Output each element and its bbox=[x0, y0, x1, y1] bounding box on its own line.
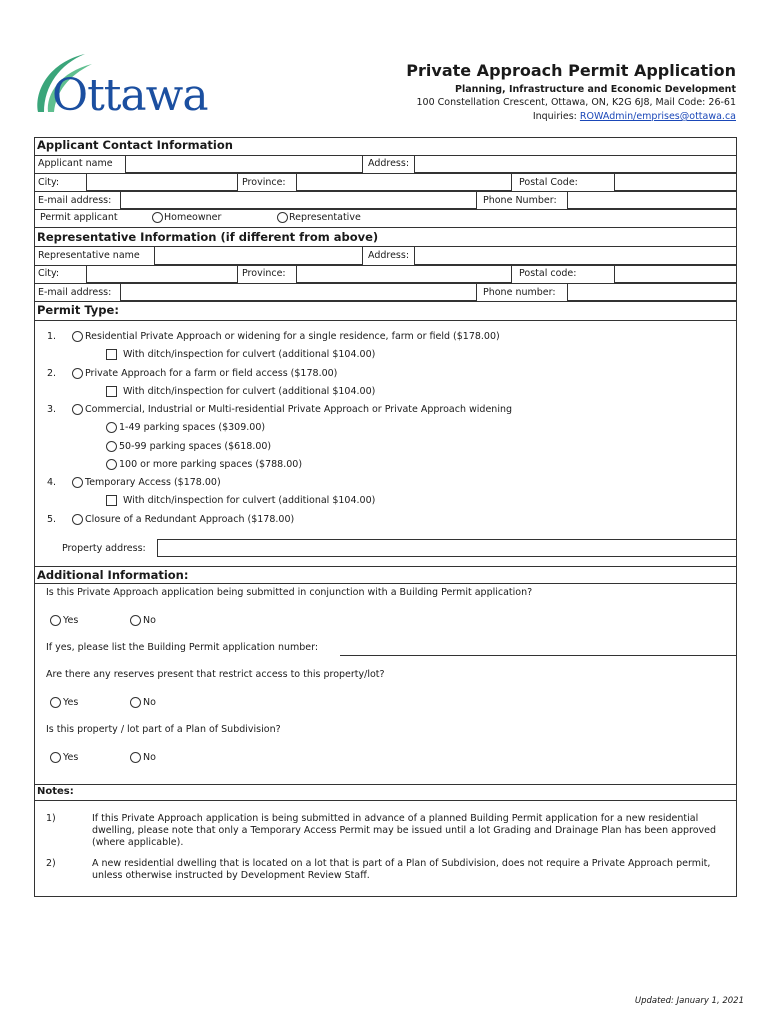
parking-1-49-radio[interactable] bbox=[106, 422, 117, 433]
applicant-province-label: Province: bbox=[242, 177, 286, 188]
notes-heading: Notes: bbox=[37, 786, 74, 797]
note-2-num: 2) bbox=[46, 858, 56, 869]
permit-closure-radio[interactable] bbox=[72, 514, 83, 525]
permit-residential-radio[interactable] bbox=[72, 331, 83, 342]
rep-address-label: Address: bbox=[368, 250, 410, 261]
rep-city-label: City: bbox=[38, 268, 60, 279]
culvert-4-checkbox[interactable] bbox=[106, 495, 117, 506]
q1-yes-radio[interactable] bbox=[50, 615, 61, 626]
permit-item-num: 3. bbox=[47, 404, 57, 415]
parking-100-plus-label: 100 or more parking spaces ($788.00) bbox=[119, 459, 303, 470]
permit-closure-label: Closure of a Redundant Approach ($178.00) bbox=[85, 514, 295, 525]
applicant-province-input[interactable] bbox=[296, 173, 512, 191]
homeowner-radio[interactable] bbox=[152, 212, 163, 223]
property-address-label: Property address: bbox=[62, 543, 146, 554]
rep-name-input[interactable] bbox=[154, 246, 363, 265]
rep-email-label: E-mail address: bbox=[38, 287, 112, 298]
subdivision-question: Is this property / lot part of a Plan of Subdivision? bbox=[46, 724, 281, 735]
applicant-email-input[interactable] bbox=[120, 191, 477, 209]
permit-item-num: 2. bbox=[47, 368, 57, 379]
culvert-4-label: With ditch/inspection for culvert (additional $104.00) bbox=[123, 495, 376, 506]
q3-yes-radio[interactable] bbox=[50, 752, 61, 763]
q2-no-radio[interactable] bbox=[130, 697, 141, 708]
q3-no-radio[interactable] bbox=[130, 752, 141, 763]
permit-applicant-label: Permit applicant bbox=[40, 212, 118, 223]
note-1-text: If this Private Approach application is being submitted in advance of a planned Building Permit application for a new residential dwelling, please note that only a Temporary Access Permit may be issued until a lot Grading and Drainage Plan has been approved (where applicable). bbox=[92, 813, 717, 848]
parking-50-99-radio[interactable] bbox=[106, 441, 117, 452]
additional-heading: Additional Information: bbox=[37, 568, 189, 582]
reserves-question: Are there any reserves present that restrict access to this property/lot? bbox=[46, 669, 385, 680]
rep-postal-label: Postal code: bbox=[519, 268, 577, 279]
permit-temporary-radio[interactable] bbox=[72, 477, 83, 488]
culvert-2-label: With ditch/inspection for culvert (additional $104.00) bbox=[123, 386, 376, 397]
rep-province-input[interactable] bbox=[296, 265, 512, 283]
note-2-text: A new residential dwelling that is located on a lot that is part of a Plan of Subdivision, does not require a Private Approach permit, unless otherwise instructed by Development Review Staff. bbox=[92, 858, 711, 881]
permit-item-num: 4. bbox=[47, 477, 57, 488]
q2-yes-radio[interactable] bbox=[50, 697, 61, 708]
permit-commercial-radio[interactable] bbox=[72, 404, 83, 415]
rep-email-input[interactable] bbox=[120, 283, 477, 301]
logo-wordmark: Ottawa bbox=[52, 70, 208, 121]
applicant-name-label: Applicant name bbox=[38, 158, 113, 169]
applicant-city-input[interactable] bbox=[86, 173, 238, 191]
inquiries-label: Inquiries: bbox=[532, 111, 577, 122]
inquiries-line bbox=[533, 111, 736, 122]
permit-farm-label: Private Approach for a farm or field access ($178.00) bbox=[85, 368, 338, 379]
applicant-email-label: E-mail address: bbox=[38, 195, 112, 206]
parking-1-49-label: 1-49 parking spaces ($309.00) bbox=[119, 422, 266, 433]
rep-postal-input[interactable] bbox=[614, 265, 737, 283]
department-name: Planning, Infrastructure and Economic Development bbox=[455, 84, 736, 95]
applicant-postal-input[interactable] bbox=[614, 173, 737, 191]
applicant-postal-label: Postal Code: bbox=[519, 177, 578, 188]
applicant-city-label: City: bbox=[38, 177, 60, 188]
applicant-phone-label: Phone Number: bbox=[483, 195, 557, 206]
mailing-address: 100 Constellation Crescent, Ottawa, ON, K2G 6J8, Mail Code: 26-61 bbox=[416, 97, 736, 108]
permit-type-heading: Permit Type: bbox=[37, 303, 119, 317]
applicant-address-label: Address: bbox=[368, 158, 410, 169]
q1-no-label: No bbox=[143, 615, 156, 626]
representative-radio[interactable] bbox=[277, 212, 288, 223]
page-title: Private Approach Permit Application bbox=[406, 61, 736, 80]
rep-address-input[interactable] bbox=[414, 246, 737, 265]
applicant-heading: Applicant Contact Information bbox=[37, 138, 233, 152]
culvert-1-label: With ditch/inspection for culvert (additional $104.00) bbox=[123, 349, 376, 360]
permit-residential-label: Residential Private Approach or widening for a single residence, farm or field ($178.00) bbox=[85, 331, 500, 342]
building-permit-number-label: If yes, please list the Building Permit application number: bbox=[46, 642, 319, 653]
parking-50-99-label: 50-99 parking spaces ($618.00) bbox=[119, 441, 272, 452]
building-permit-number-input[interactable] bbox=[340, 655, 736, 656]
culvert-1-checkbox[interactable] bbox=[106, 349, 117, 360]
rep-phone-input[interactable] bbox=[567, 283, 737, 301]
permit-farm-radio[interactable] bbox=[72, 368, 83, 379]
culvert-2-checkbox[interactable] bbox=[106, 386, 117, 397]
q1-no-radio[interactable] bbox=[130, 615, 141, 626]
homeowner-label: Homeowner bbox=[164, 212, 222, 223]
parking-100-plus-radio[interactable] bbox=[106, 459, 117, 470]
applicant-address-input[interactable] bbox=[414, 155, 737, 173]
applicant-name-input[interactable] bbox=[125, 155, 363, 173]
representative-label: Representative bbox=[289, 212, 361, 223]
q3-yes-label: Yes bbox=[63, 752, 79, 763]
rep-city-input[interactable] bbox=[86, 265, 238, 283]
note-1-num: 1) bbox=[46, 813, 56, 824]
q2-no-label: No bbox=[143, 697, 156, 708]
q1-yes-label: Yes bbox=[63, 615, 79, 626]
applicant-phone-input[interactable] bbox=[567, 191, 737, 209]
rep-phone-label: Phone number: bbox=[483, 287, 556, 298]
property-address-input[interactable] bbox=[157, 539, 737, 557]
rep-province-label: Province: bbox=[242, 268, 286, 279]
permit-commercial-label: Commercial, Industrial or Multi-residential Private Approach or Private Approach widening bbox=[85, 404, 513, 415]
inquiries-email-link[interactable]: ROWAdmin/emprises@ottawa.ca bbox=[579, 111, 736, 122]
rep-name-label: Representative name bbox=[38, 250, 140, 261]
permit-item-num: 5. bbox=[47, 514, 57, 525]
representative-heading: Representative Information (if different from above) bbox=[37, 230, 379, 244]
updated-date: Updated: January 1, 2021 bbox=[634, 996, 744, 1006]
building-permit-question: Is this Private Approach application being submitted in conjunction with a Building Permit application? bbox=[46, 587, 533, 598]
permit-item-num: 1. bbox=[47, 331, 57, 342]
q2-yes-label: Yes bbox=[63, 697, 79, 708]
permit-temporary-label: Temporary Access ($178.00) bbox=[85, 477, 221, 488]
q3-no-label: No bbox=[143, 752, 156, 763]
